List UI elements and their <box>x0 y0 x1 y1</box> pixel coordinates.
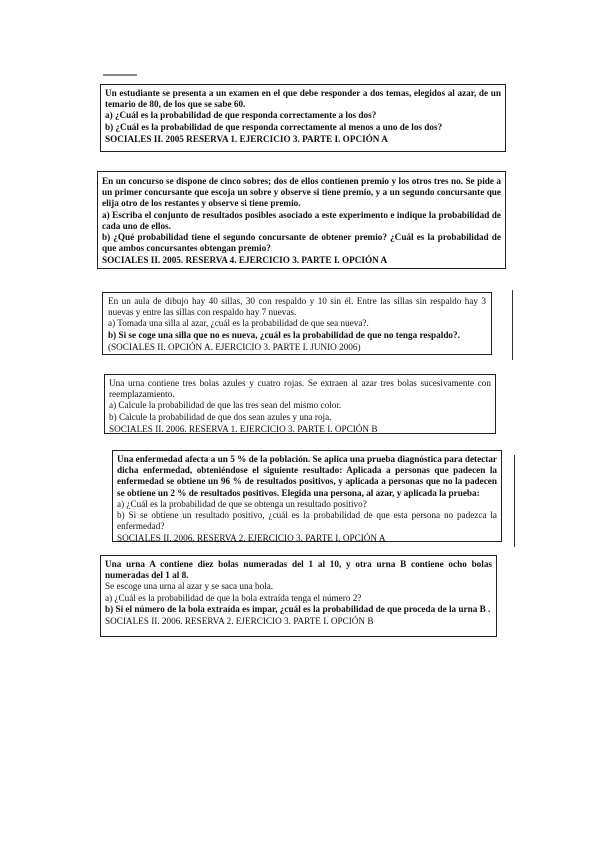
problem-box-3 <box>102 292 492 355</box>
margin-line-1 <box>512 290 513 360</box>
problem-6-part-b: b) Si el número de la bola extraída es impar, ¿cuál es la probabilidad de que proceda de la urna B . <box>105 603 491 614</box>
problem-1-part-b: b) ¿Cuál es la probabilidad de que responda correctamente al menos a uno de los dos? <box>105 121 443 132</box>
problem-5-reference: SOCIALES II. 2006. RESERVA 2. EJERCICIO 3. PARTE I. OPCIÓN A <box>117 533 386 544</box>
problem-box-4 <box>104 374 496 434</box>
problem-2-part-a: a) Escriba el conjunto de resultados posibles asociado a este experimento e indique la probabilidad de cada uno de ellos. <box>102 209 501 231</box>
problem-5-part-a: a) ¿Cuál es la probabilidad de que se obtenga un resultado positivo? <box>117 498 367 509</box>
problem-box-6 <box>100 555 497 637</box>
problem-2-statement: En un concurso se dispone de cinco sobres; dos de ellos contienen premio y los otros tres no. Se pide a un primer concursante que escoja un sobre y observe si tiene premio, y a un segundo concursante que elija otro de los restantes y observe si tiene premio. <box>102 176 501 209</box>
problem-6-reference: SOCIALES II. 2006. RESERVA 2. EJERCICIO 3. PARTE I. OPCIÓN B <box>105 616 374 627</box>
problem-1-statement: Un estudiante se presenta a un examen en el que debe responder a dos temas, elegidos al azar, de un temario de 80, de los que se sabe 60. <box>105 88 501 110</box>
problem-box-5 <box>112 450 502 542</box>
problem-3-statement: En un aula de dibujo hay 40 sillas, 30 con respaldo y 10 sin él. Entre las sillas sin respaldo hay 3 nuevas y entre las sillas con respaldo hay 7 nuevas. <box>108 296 486 318</box>
problem-3-reference: (SOCIALES II. OPCIÓN A. EJERCICIO 3. PARTE I. JUNIO 2006) <box>108 341 361 352</box>
problem-6-statement: Una urna A contiene diez bolas numeradas del 1 al 10, y otra urna B contiene ocho bolas numeradas del 1 al 8. <box>105 559 492 581</box>
problem-box-1 <box>100 84 506 152</box>
problem-5-part-b: b) Si se obtiene un resultado positivo, ¿cuál es la probabilidad de que esta persona no padezca la enfermedad? <box>117 510 497 532</box>
problem-3-part-a: a) Tomada una silla al azar, ¿cuál es la probabilidad de que sea nueva?. <box>108 318 369 329</box>
problem-1-reference: SOCIALES II. 2005 RESERVA 1. EJERCICIO 3. PARTE I. OPCIÓN A <box>105 133 388 144</box>
problem-4-statement: Una urna contiene tres bolas azules y cuatro rojas. Se extraen al azar tres bolas sucesivamente con reemplazamiento. <box>109 378 491 400</box>
margin-line-2 <box>514 455 515 547</box>
problem-6-part-a: a) ¿Cuál es la probabilidad de que la bola extraída tenga el número 2? <box>105 592 362 603</box>
problem-2-part-b: b) ¿Qué probabilidad tiene el segundo concursante de obtener premio? ¿Cuál es la probabilidad de que ambos concursantes obtengan premio? <box>102 232 501 254</box>
problem-6-instruction: Se escoge una urna al azar y se saca una bola. <box>105 581 274 592</box>
problem-box-2 <box>97 171 506 269</box>
problem-4-reference: SOCIALES II. 2006. RESERVA 1. EJERCICIO 3. PARTE I. OPCIÓN B <box>109 423 378 434</box>
problem-1-part-a: a) ¿Cuál es la probabilidad de que responda correctamente a los dos? <box>105 110 377 121</box>
header-rule <box>103 74 137 76</box>
problem-4-part-b: b) Calcule la probabilidad de que dos sean azules y una roja. <box>109 411 332 422</box>
problem-3-part-b: b) Si se coge una silla que no es nueva, ¿cuál es la probabilidad de que no tenga respaldo?. <box>108 329 460 340</box>
problem-2-reference: SOCIALES II. 2005. RESERVA 4. EJERCICIO 3. PARTE I. OPCIÓN A <box>102 255 388 266</box>
problem-4-part-a: a) Calcule la probabilidad de que las tres sean del mismo color. <box>109 400 342 411</box>
problem-5-statement: Una enfermedad afecta a un 5 % de la población. Se aplica una prueba diagnóstica para detectar dicha enfermedad, obteniéndose el siguiente resultado: Aplicada a personas que padecen la enfermedad se obtiene un 96 % de resultados positivos, y aplicada a personas que no la padecen se obtiene un 2 % de resultados positivos. Elegida una persona, al azar, y aplicada la prueba: <box>117 454 497 498</box>
